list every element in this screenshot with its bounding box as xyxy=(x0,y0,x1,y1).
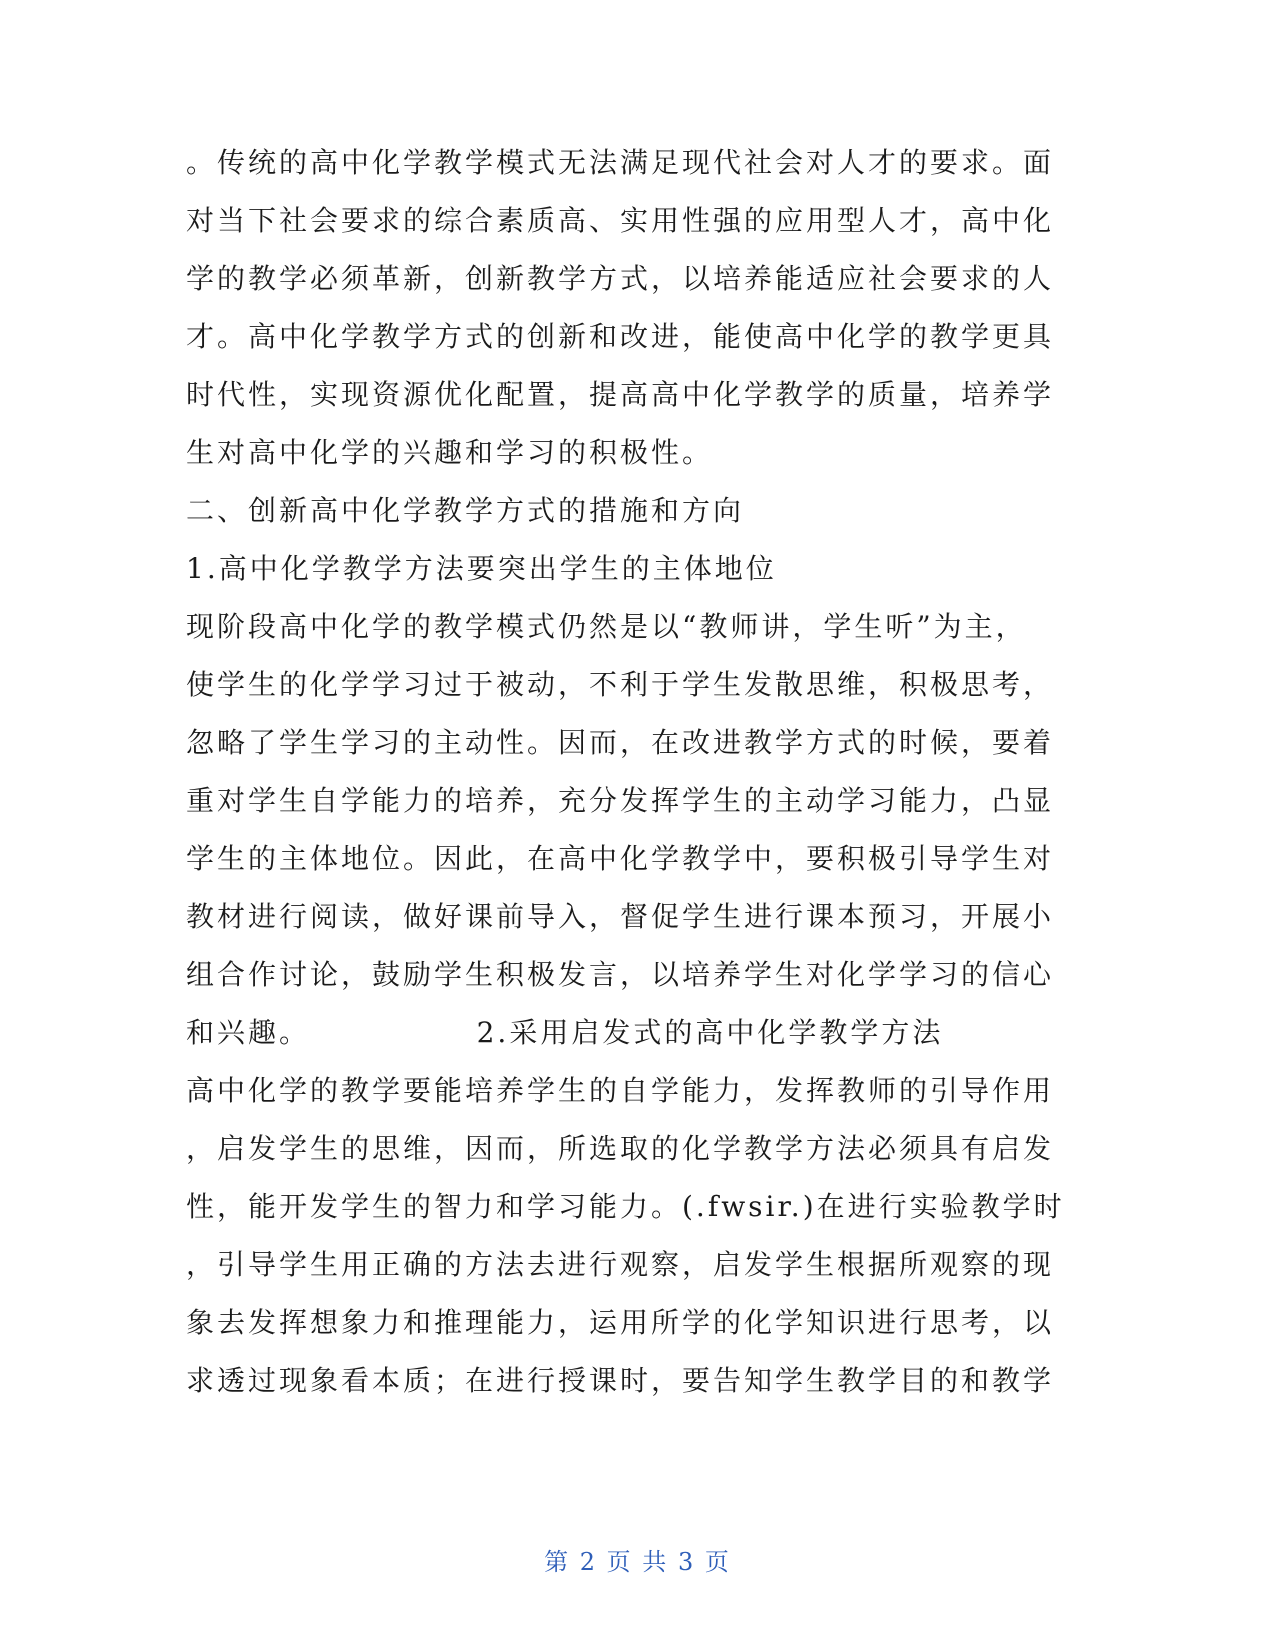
body-text-line: 学生的主体地位。因此，在高中化学教学中，要积极引导学生对 xyxy=(186,842,1055,875)
body-text-line: 才。高中化学教学方式的创新和改进，能使高中化学的教学更具 xyxy=(186,320,1055,353)
body-text-line: 现阶段高中化学的教学模式仍然是以“教师讲，学生听”为主， xyxy=(186,610,1027,643)
body-text-line: ，启发学生的思维，因而，所选取的化学教学方法必须具有启发 xyxy=(186,1132,1055,1165)
body-text-line: 。传统的高中化学教学模式无法满足现代社会对人才的要求。面 xyxy=(186,146,1055,179)
section-heading: 二、创新高中化学教学方式的措施和方向 xyxy=(186,494,745,527)
body-text-line: 对当下社会要求的综合素质高、实用性强的应用型人才，高中化 xyxy=(186,204,1055,237)
body-text-line: 象去发挥想象力和推理能力，运用所学的化学知识进行思考，以 xyxy=(186,1306,1055,1339)
body-text-line: 求透过现象看本质；在进行授课时，要告知学生教学目的和教学 xyxy=(186,1364,1055,1397)
body-text-line: 使学生的化学学习过于被动，不利于学生发散思维，积极思考， xyxy=(186,668,1055,701)
body-text-line: 高中化学的教学要能培养学生的自学能力，发挥教师的引导作用 xyxy=(186,1074,1055,1107)
body-text-line: ，引导学生用正确的方法去进行观察，启发学生根据所观察的现 xyxy=(186,1248,1055,1281)
page-number-footer: 第 2 页 共 3 页 xyxy=(544,1548,731,1576)
body-text-line: 忽略了学生学习的主动性。因而，在改进教学方式的时候，要着 xyxy=(186,726,1055,759)
subsection-heading: 1.高中化学教学方法要突出学生的主体地位 xyxy=(186,552,777,585)
body-text-line: 生对高中化学的兴趣和学习的积极性。 xyxy=(186,436,714,469)
body-text-line: 教材进行阅读，做好课前导入，督促学生进行课本预习，开展小 xyxy=(186,900,1055,933)
body-text-line-with-subheading: 和兴趣。 2.采用启发式的高中化学教学方法 xyxy=(186,1016,944,1049)
body-text-line: 性，能开发学生的智力和学习能力。(.fwsir.)在进行实验教学时 xyxy=(186,1190,1065,1223)
body-text-line: 学的教学必须革新，创新教学方式，以培养能适应社会要求的人 xyxy=(186,262,1055,295)
body-text-line: 重对学生自学能力的培养，充分发挥学生的主动学习能力，凸显 xyxy=(186,784,1055,817)
body-text-line: 时代性，实现资源优化配置，提高高中化学教学的质量，培养学 xyxy=(186,378,1055,411)
body-text-line: 组合作讨论，鼓励学生积极发言，以培养学生对化学学习的信心 xyxy=(186,958,1055,991)
